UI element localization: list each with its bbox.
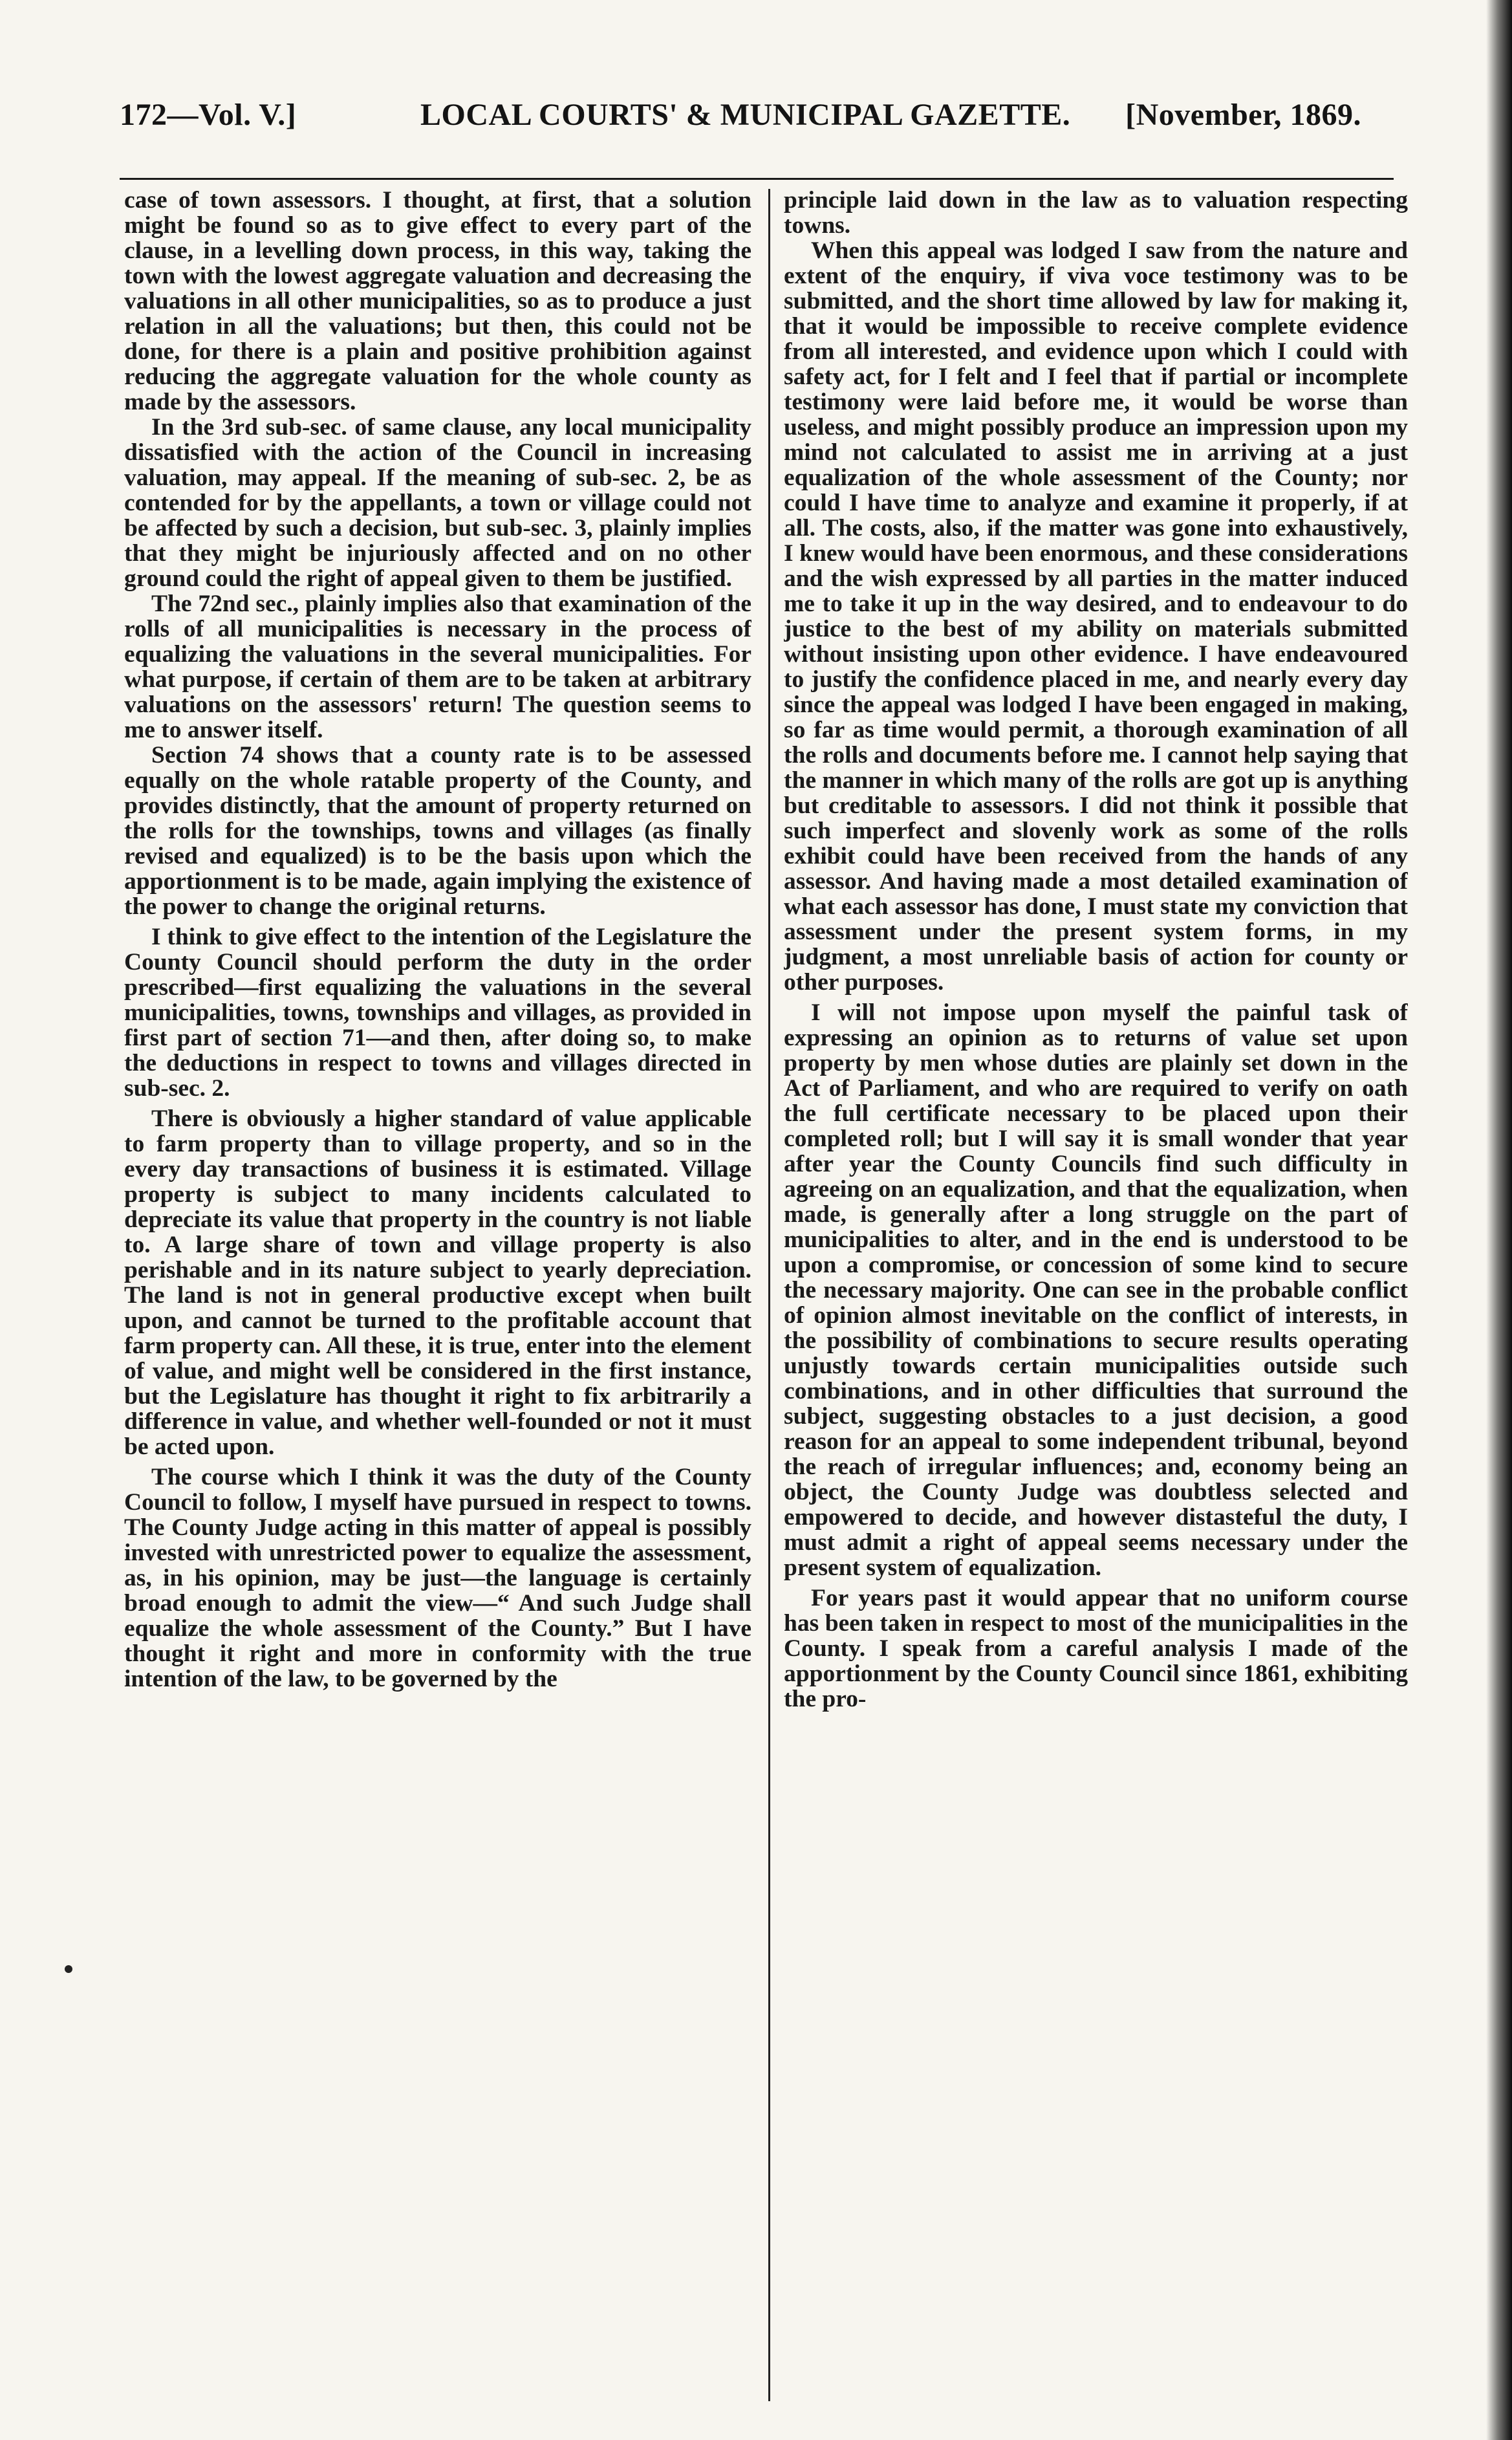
paragraph: The course which I think it was the duty of the County Council to follow, I myself have pursued in respect to towns. The County Judge acting in this matter of appeal is possibly invested with unrestricted power to equalize the assessment, as, in his opinion, may be just—the language is certainly broad enough to admit the view—“ And such Judge shall equalize the whole assessment of the County.” But I have thought it right and more in conformity with the true intention of the law, to be governed by the	[124, 1464, 751, 1692]
paragraph: The 72nd sec., plainly implies also that examination of the rolls of all municipalities is necessary in the process of equalizing the valuations in the several municipalities. For what purpose, if certain of them are to be taken at arbitrary valuations on the assessors' return! The question seems to me to answer itself.	[124, 591, 751, 743]
right-column	[784, 188, 1408, 2413]
paragraph: Section 74 shows that a county rate is to be assessed equally on the whole ratable property of the County, and provides distinctly, that the amount of property returned on the rolls for the townships, towns and villages (as finally revised and equalized) is to be the basis upon which the apportionment is to be made, again implying the existence of the power to change the original returns.	[124, 742, 751, 920]
scan-edge-shadow	[1486, 0, 1512, 2440]
issue-date: [November, 1869.	[1125, 98, 1361, 132]
header-rule	[120, 178, 1394, 180]
paragraph: When this appeal was lodged I saw from the nature and extent of the enquiry, if viva voce testimony was to be submitted, and the short time allowed by law for making it, that it would be impossible to receive complete evidence from all interested, and evidence upon which I could with safety act, for I felt and I feel that if partial or incomplete testimony were laid before me, it would be worse than useless, and might possibly produce an impression upon my mind not calculated to assist me in arriving at a just equalization of the whole assessment of the County; nor could I have time to analyze and examine it properly, if at all. The costs, also, if the matter was gone into exhaustively, I knew would have been enormous, and these considerations and the wish expressed by all parties in the matter induced me to take it up in the way desired, and to endeavour to do justice to the best of my ability on materials submitted without insisting upon other evidence. I have endeavoured to justify the confidence placed in me, and nearly every day since the appeal was lodged I have been engaged in making, so far as time would permit, a thorough examination of all the rolls and documents before me. I cannot help saying that the manner in which many of the rolls are got up is anything but creditable to assessors. I did not think it possible that such imperfect and slovenly work as some of the rolls exhibit could have been received from the hands of any assessor. And having made a most detailed examination of what each assessor has done, I must state my conviction that assessment under the present system forms, in my judgment, a most unreliable basis of action for county or other purposes.	[784, 237, 1408, 996]
left-column	[124, 188, 751, 2413]
paragraph: For years past it would appear that no uniform course has been taken in respect to most of the municipalities in the County. I speak from a careful analysis I made of the apportionment by the County Council since 1861, exhibiting the pro-	[784, 1585, 1408, 1712]
column-divider	[768, 189, 770, 2401]
paragraph: I will not impose upon myself the painful task of expressing an opinion as to returns of value set upon property by men whose duties are plainly set down in the Act of Parliament, and who are required to verify on oath the full certificate necessary to be placed upon their completed roll; but I will say it is small wonder that year after year the County Councils find such difficulty in agreeing on an equalization, and that the equalization, when made, is generally after a long struggle on the part of municipalities to alter, and in the end is understood to be upon a compromise, or concession of some kind to secure the necessary majority. One can see in the probable conflict of opinion almost inevitable on the conflict of interests, in the possibility of combinations to secure results operating unjustly towards certain municipalities outside such combinations, and in other difficulties that surround the subject, suggesting obstacles to a just decision, a good reason for an appeal to some independent tribunal, beyond the reach of irregular influences; and, economy being an object, the County Judge was doubtless selected and empowered to decide, and however distasteful the duty, I must admit a right of appeal seems necessary under the present system of equalization.	[784, 999, 1408, 1581]
margin-dot	[65, 1965, 72, 1973]
paragraph: I think to give effect to the intention of the Legislature the County Council should perform the duty in the order prescribed—first equalizing the valuations in the several municipalities, towns, townships and villages, as provided in first part of section 71—and then, after doing so, to make the deductions in respect to towns and villages directed in sub-sec. 2.	[124, 924, 751, 1102]
paragraph: case of town assessors. I thought, at first, that a solution might be found so as to give effect to every part of the clause, in a levelling down process, in this way, taking the town with the lowest aggregate valuation and decreasing the valuations in all other municipalities, so as to produce a just relation in all the valuations; but then, this could not be done, for there is a plain and positive prohibition against reducing the aggregate valuation for the whole county as made by the assessors.	[124, 188, 751, 415]
page-volume-label: 172—Vol. V.]	[120, 98, 297, 132]
paragraph: principle laid down in the law as to valuation respecting towns.	[784, 188, 1408, 239]
paragraph: In the 3rd sub-sec. of same clause, any local municipality dissatisfied with the action of the Council in increasing valuation, may appeal. If the meaning of sub-sec. 2, be as contended for by the appellants, a town or village could not be affected by such a decision, but sub-sec. 3, plainly implies that they might be injuriously affected and on no other ground could the right of appeal given to them be justified.	[124, 414, 751, 592]
gazette-title: LOCAL COURTS' & MUNICIPAL GAZETTE.	[420, 98, 1071, 132]
paragraph: There is obviously a higher standard of value applicable to farm property than to village property, and so in the every day transactions of business it is estimated. Village property is subject to many incidents calculated to depreciate its value that property in the country is not liable to. A large share of town and village property is also perishable and in its nature subject to yearly depreciation. The land is not in general productive except when built upon, and cannot be turned to the profitable account that farm property can. All these, it is true, enter into the element of value, and might well be considered in the first instance, but the Legislature has thought it right to fix arbitrarily a difference in value, and whether well-founded or not it must be acted upon.	[124, 1106, 751, 1460]
page-header	[120, 97, 1361, 149]
